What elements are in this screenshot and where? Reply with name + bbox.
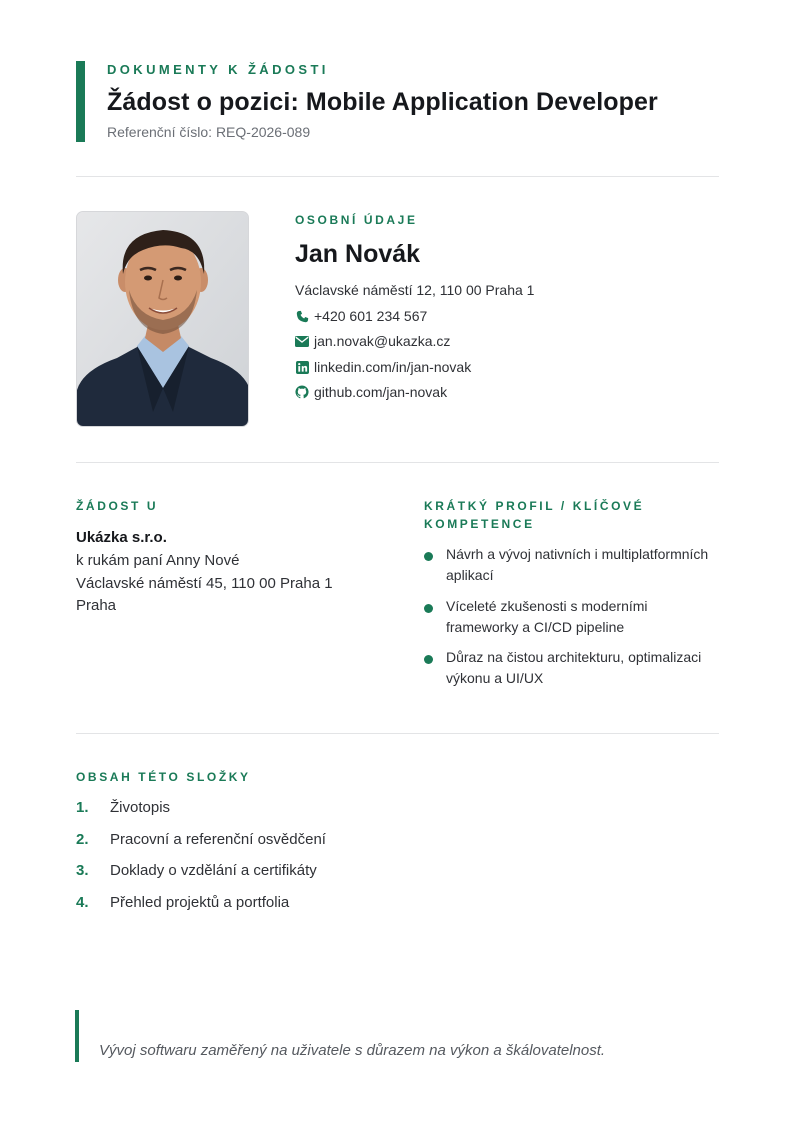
item-number: 4. [76,894,89,911]
quote-accent-bar [75,1010,79,1062]
personal-section-label: OSOBNÍ ÚDAJE [295,213,418,227]
application-to-label: ŽÁDOST U [76,499,159,513]
item-number: 2. [76,831,89,848]
item-text: Doklady o vzdělání a certifikáty [110,862,317,879]
contact-github [295,383,447,401]
document-header [76,61,719,142]
contact-email [295,332,450,350]
divider [76,176,719,177]
contact-linkedin [295,358,471,376]
divider [76,462,719,463]
item-text: Pracovní a referenční osvědčení [110,831,326,848]
footer-quote: Vývoj softwaru zaměřený na uživatele s důrazem na výkon a škálovatelnost. [99,1042,606,1059]
github-icon [295,385,309,399]
competence-text: Návrh a vývoj nativních i multiplatformních aplikací [446,546,709,583]
phone-icon [295,309,309,323]
contents-section-label: OBSAH TÉTO SLOŽKY [76,770,251,784]
bullet-dot-icon [424,604,433,613]
document-kicker: DOKUMENTY K ŽÁDOSTI [107,62,329,77]
contact-phone [295,307,427,325]
header-accent-bar [76,61,85,142]
applicant-address: Václavské náměstí 12, 110 00 Praha 1 [295,282,535,298]
recipient-address: Václavské náměstí 45, 110 00 Praha 1 [76,575,333,592]
item-number: 3. [76,862,89,879]
item-text: Přehled projektů a portfolia [110,894,290,911]
document-title: Žádost o pozici: Mobile Application Developer [107,88,658,116]
profile-section-label: KRÁTKÝ PROFIL / KLÍČOVÉ KOMPETENCE [424,499,645,531]
envelope-icon [295,334,309,348]
reference-number: Referenční číslo: REQ-2026-089 [107,124,311,140]
profile-photo [76,211,249,427]
competence-text: Důraz na čistou architekturu, optimalizaci výkonu a UI/UX [446,649,702,686]
item-number: 1. [76,799,89,816]
bullet-dot-icon [424,552,433,561]
linkedin-url[interactable]: linkedin.com/in/jan-novak [314,359,472,375]
divider [76,733,719,734]
github-url[interactable]: github.com/jan-novak [314,384,448,400]
recipient-company: Ukázka s.r.o. [76,529,167,546]
applicant-name: Jan Novák [295,240,421,268]
email-address[interactable]: jan.novak@ukazka.cz [314,333,451,349]
recipient-attention: k rukám paní Anny Nové [76,552,240,569]
bullet-dot-icon [424,655,433,664]
item-text: Životopis [110,799,171,816]
competence-text: Víceleté zkušenosti s moderními frameworky a CI/CD pipeline [446,598,648,635]
linkedin-icon [295,360,309,374]
recipient-city: Praha [76,597,117,614]
phone-number[interactable]: +420 601 234 567 [314,308,428,324]
